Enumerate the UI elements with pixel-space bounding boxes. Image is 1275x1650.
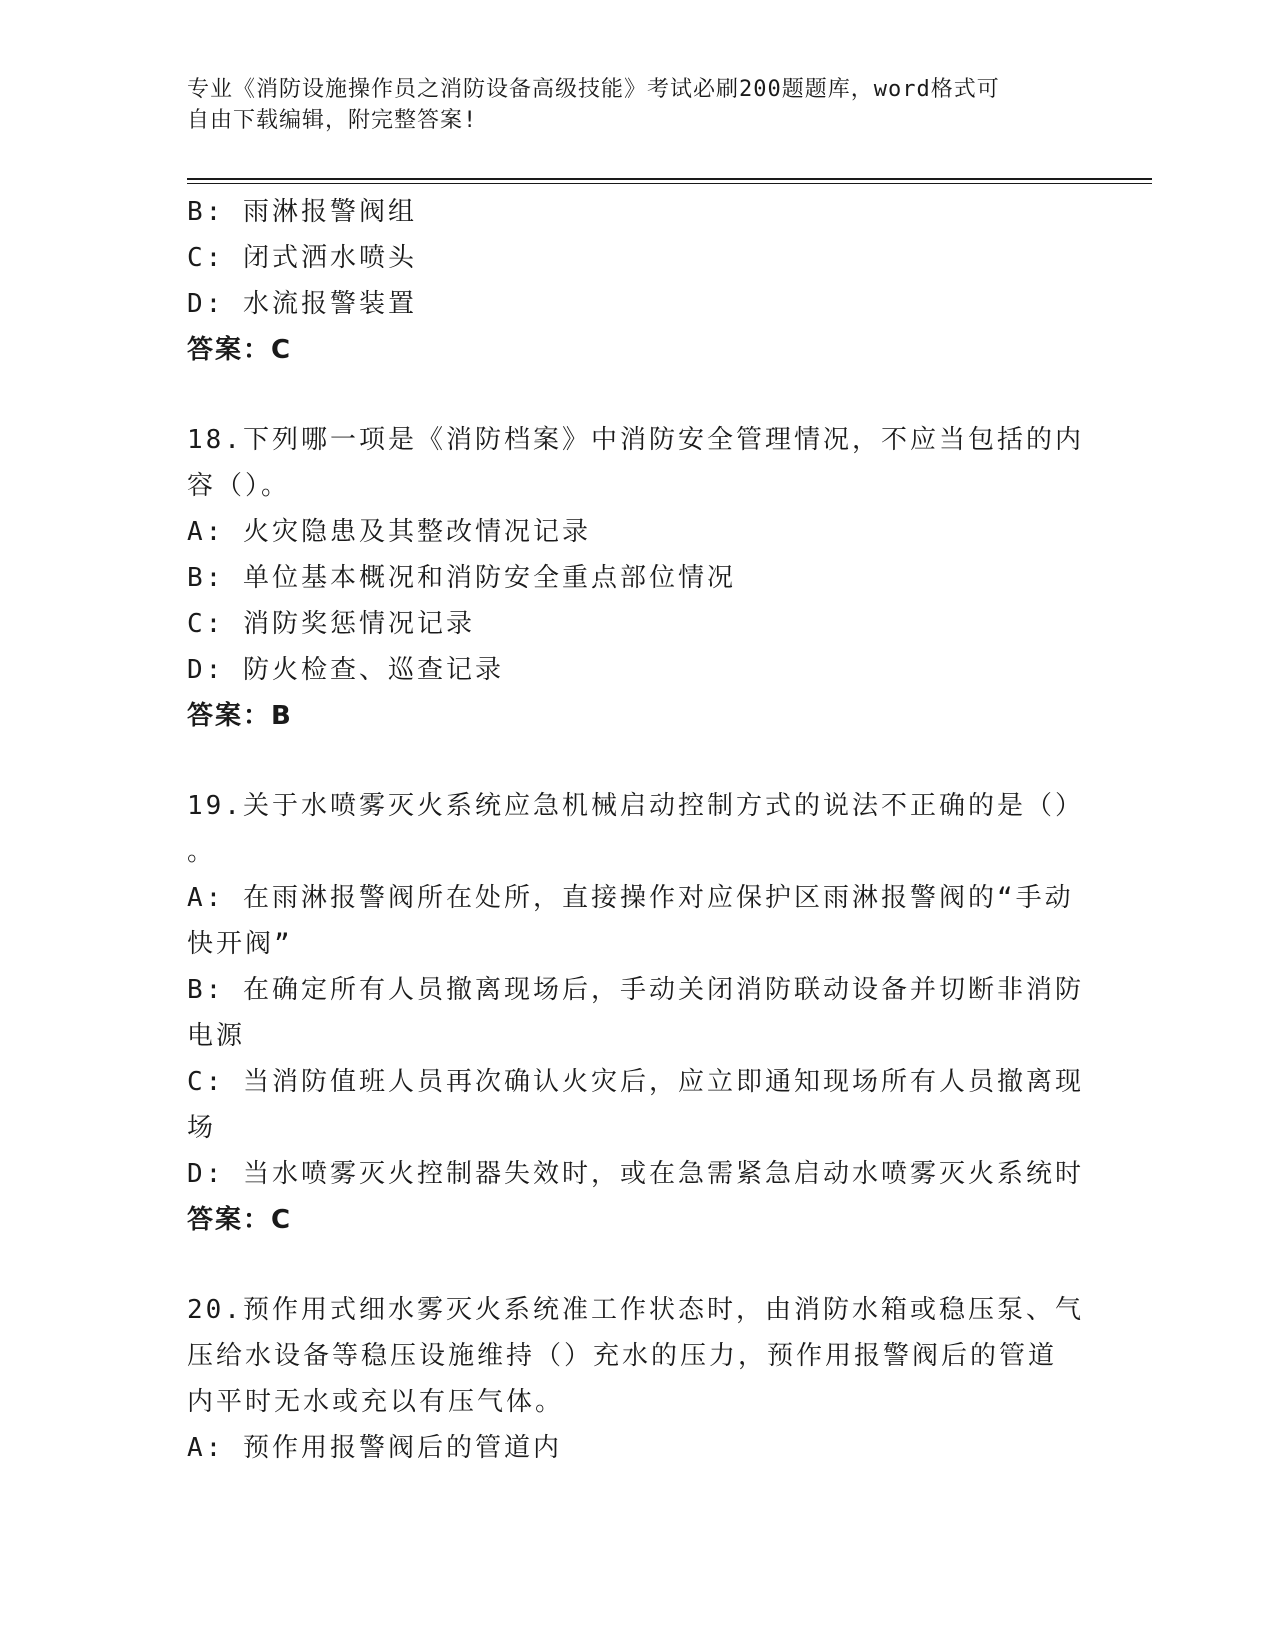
option-b: B: 在确定所有人员撤离现场后，手动关闭消防联动设备并切断非消防 bbox=[187, 975, 1084, 1005]
question-stem-line: 20.预作用式细水雾灭火系统准工作状态时，由消防水箱或稳压泵、气 bbox=[187, 1295, 1084, 1325]
option-d: D: 当水喷雾灭火控制器失效时，或在急需紧急启动水喷雾灭火系统时 bbox=[187, 1159, 1084, 1189]
answer-label: 答案：B bbox=[187, 701, 293, 731]
option-d: D: 防火检查、巡查记录 bbox=[187, 655, 504, 685]
option-b: B: 雨淋报警阀组 bbox=[187, 197, 417, 227]
question-stem-line: 内平时无水或充以有压气体。 bbox=[187, 1387, 565, 1417]
answer-label: 答案：C bbox=[187, 335, 293, 365]
option-a-continued: 快开阀” bbox=[187, 929, 293, 959]
question-17-continued bbox=[187, 189, 1077, 373]
question-stem-line: 19.关于水喷雾灭火系统应急机械启动控制方式的说法不正确的是（） bbox=[187, 791, 1084, 821]
header-line-2: 自由下载编辑，附完整答案! bbox=[187, 108, 478, 133]
option-a: A: 预作用报警阀后的管道内 bbox=[187, 1433, 562, 1463]
question-20 bbox=[187, 1287, 1084, 1471]
question-stem-line: 容（）。 bbox=[187, 471, 291, 501]
header-rule-thin bbox=[187, 183, 1152, 184]
question-stem-line: 18.下列哪一项是《消防档案》中消防安全管理情况，不应当包括的内 bbox=[187, 425, 1084, 455]
header-rule-thick bbox=[187, 178, 1152, 180]
option-c: C: 消防奖惩情况记录 bbox=[187, 609, 475, 639]
question-list bbox=[187, 189, 1084, 1471]
question-stem-line: 压给水设备等稳压设施维持（）充水的压力，预作用报警阀后的管道 bbox=[187, 1341, 1058, 1371]
question-18 bbox=[187, 417, 1084, 739]
answer-label: 答案：C bbox=[187, 1205, 293, 1235]
document-header bbox=[187, 74, 1067, 136]
option-b: B: 单位基本概况和消防安全重点部位情况 bbox=[187, 563, 736, 593]
header-line-1: 专业《消防设施操作员之消防设备高级技能》考试必刷200题题库，word格式可 bbox=[187, 77, 1000, 102]
option-a: A: 火灾隐患及其整改情况记录 bbox=[187, 517, 591, 547]
question-19 bbox=[187, 783, 1084, 1243]
option-c-continued: 场 bbox=[187, 1113, 217, 1143]
option-b-continued: 电源 bbox=[187, 1021, 246, 1051]
option-a: A: 在雨淋报警阀所在处所，直接操作对应保护区雨淋报警阀的“手动 bbox=[187, 883, 1074, 913]
option-c: C: 闭式洒水喷头 bbox=[187, 243, 417, 273]
question-stem-line: 。 bbox=[187, 837, 217, 867]
option-d: D: 水流报警装置 bbox=[187, 289, 417, 319]
option-c: C: 当消防值班人员再次确认火灾后，应立即通知现场所有人员撤离现 bbox=[187, 1067, 1084, 1097]
